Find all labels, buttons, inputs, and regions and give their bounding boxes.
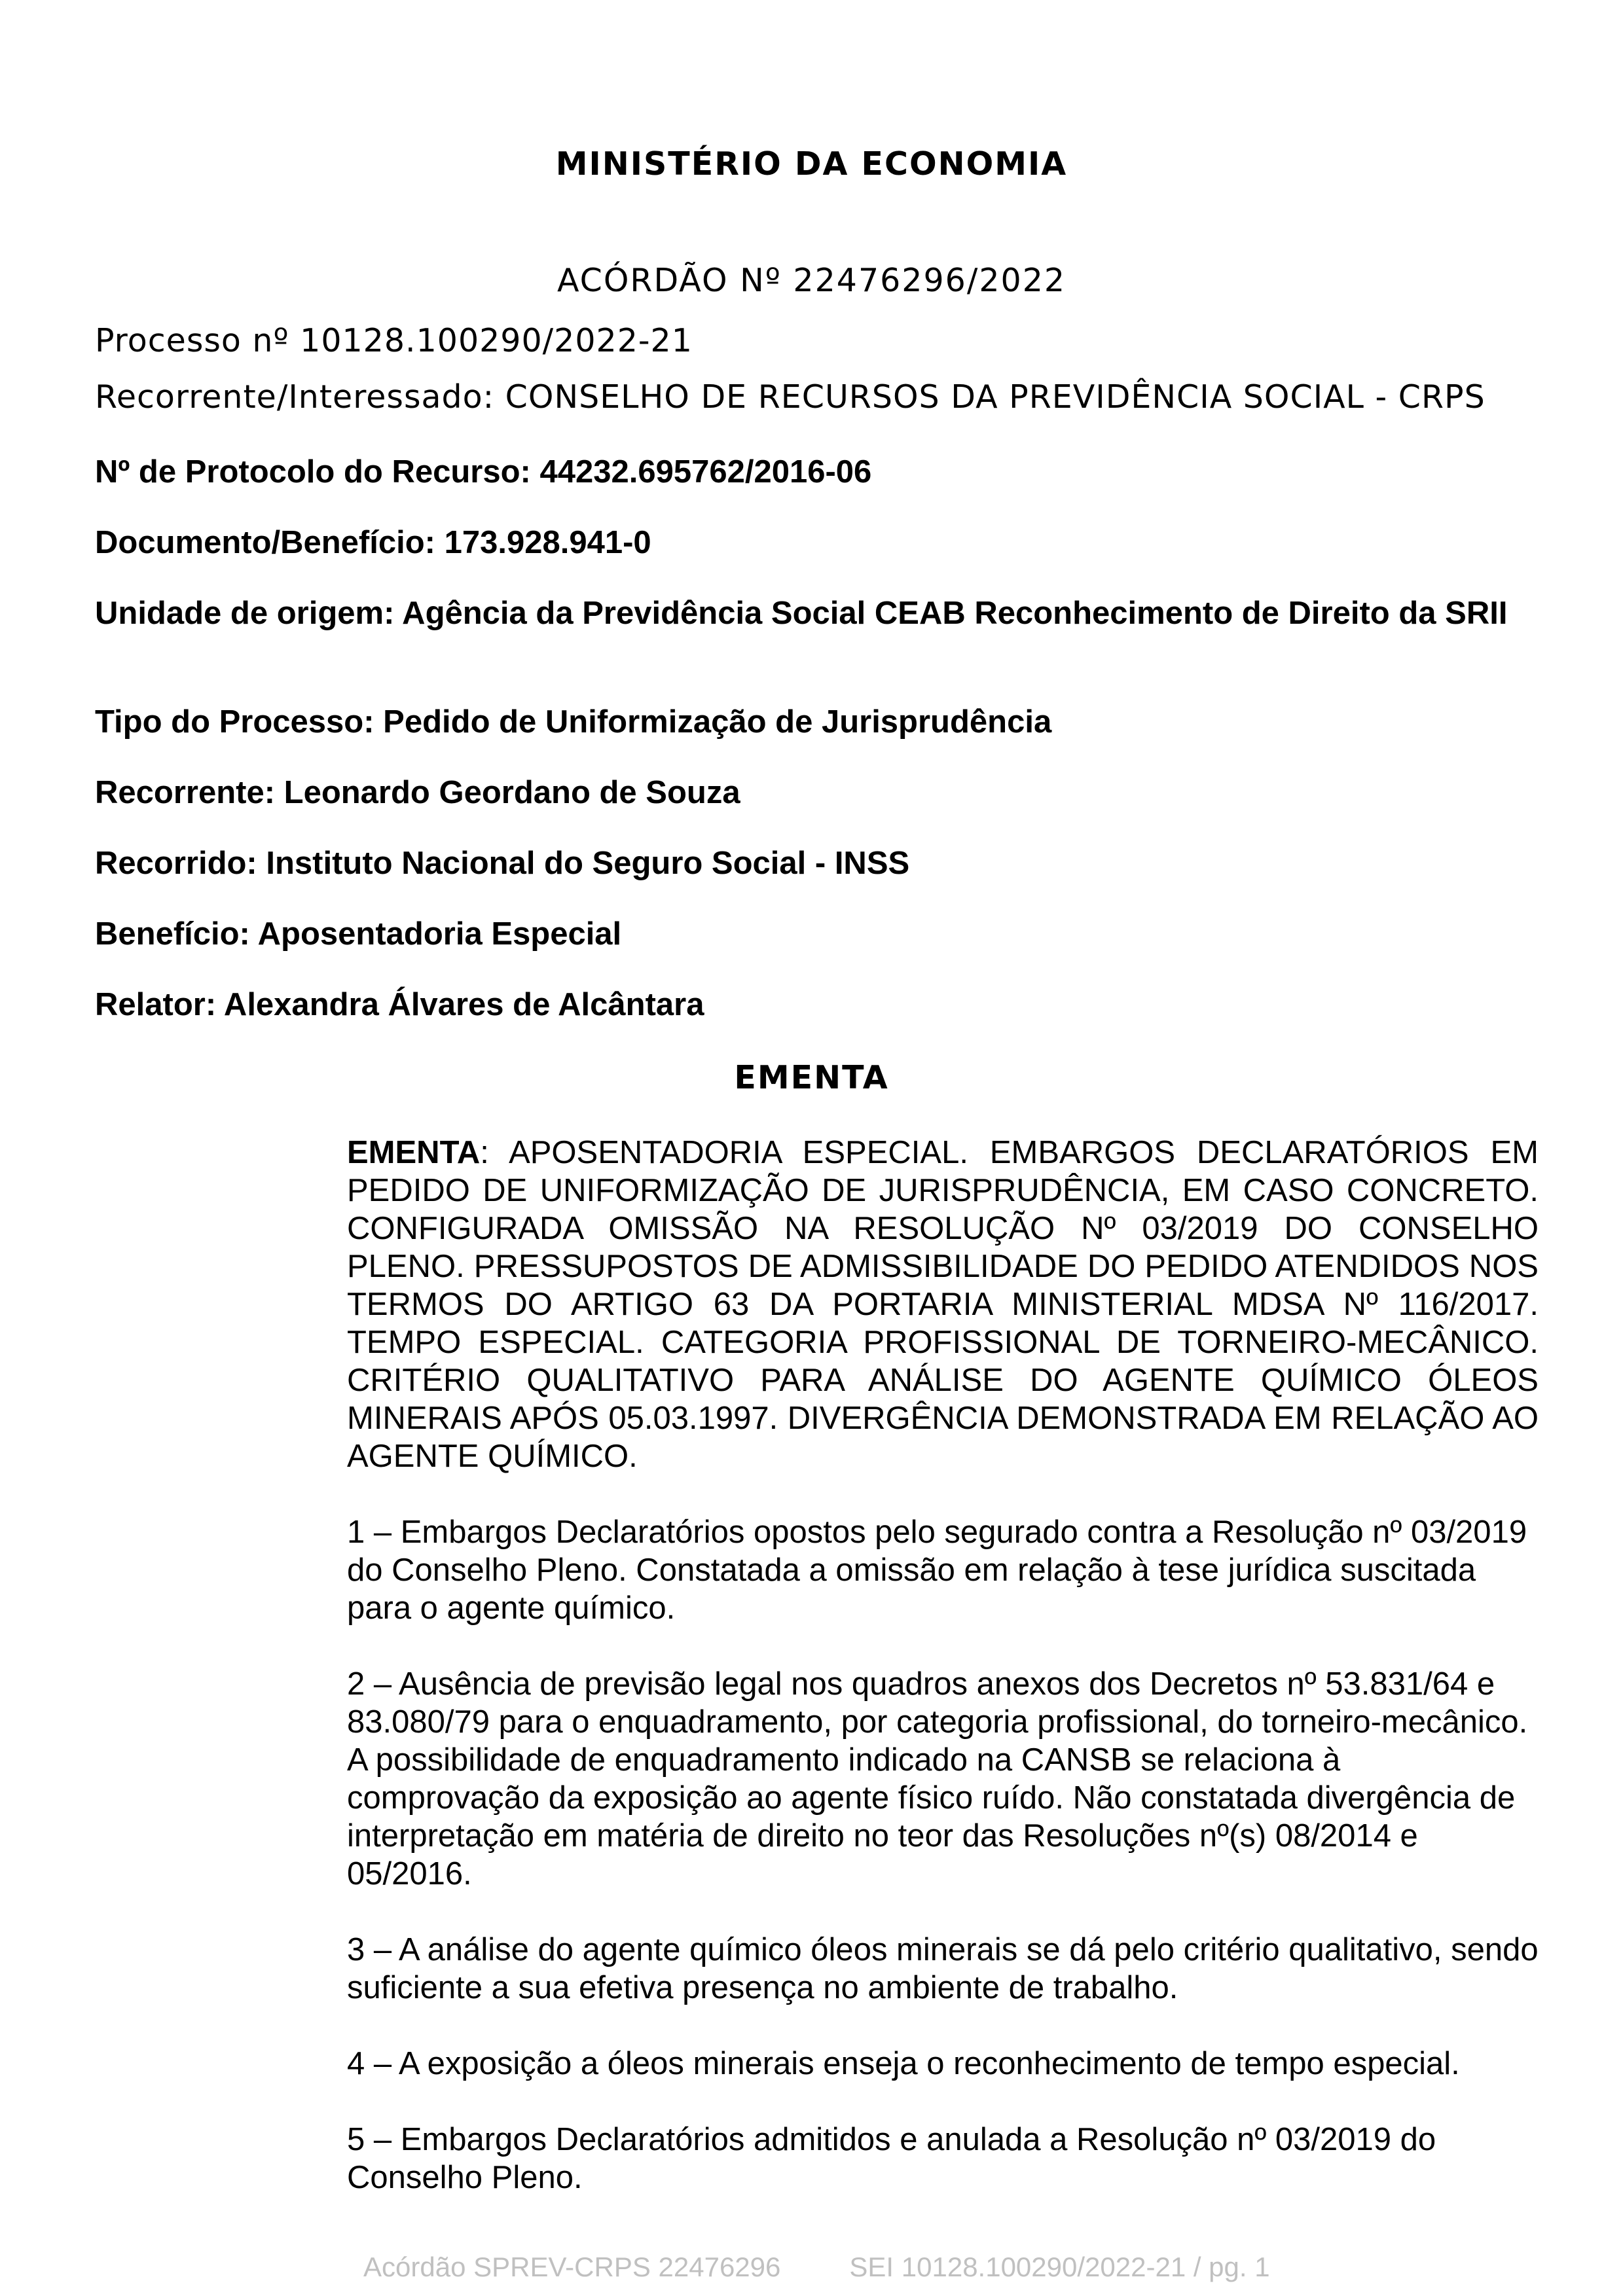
recorrido-field: Recorrido: Instituto Nacional do Seguro Social - INSS [95, 846, 910, 881]
ementa-body [347, 1134, 1539, 2234]
relator-field: Relator: Alexandra Álvares de Alcântara [95, 987, 704, 1022]
ementa-item: 1 – Embargos Declaratórios opostos pelo segurado contra a Resolução nº 03/2019 do Conselho Pleno. Constatada a omissão em relação à tese jurídica suscitada para o agente químico. [347, 1515, 1527, 1626]
processo-number: Processo nº 10128.100290/2022-21 [95, 322, 693, 359]
protocolo-field: Nº de Protocolo do Recurso: 44232.695762/2016-06 [95, 454, 872, 490]
tipo-processo-field: Tipo do Processo: Pedido de Uniformização de Jurisprudência [95, 704, 1052, 740]
documento-field: Documento/Benefício: 173.928.941-0 [95, 525, 651, 560]
ementa-lead-text: : APOSENTADORIA ESPECIAL. EMBARGOS DECLARATÓRIOS EM PEDIDO DE UNIFORMIZAÇÃO DE JURISPRUDÊNCIA, EM CASO CONCRETO. CONFIGURADA OMISSÃO NA RESOLUÇÃO Nº 03/2019 DO CONSELHO PLENO. PRESSUPOSTOS DE ADMISSIBILIDADE DO PEDIDO ATENDIDOS NOS TERMOS DO ARTIGO 63 DA PORTARIA MINISTERIAL MDSA Nº 116/2017. TEMPO ESPECIAL. CATEGORIA PROFISSIONAL DE TORNEIRO-MECÂNICO. CRITÉRIO QUALITATIVO PARA ANÁLISE DO AGENTE QUÍMICO ÓLEOS MINERAIS APÓS 05.03.1997. DIVERGÊNCIA DEMONSTRADA EM RELAÇÃO AO AGENTE QUÍMICO. [347, 1135, 1539, 1474]
beneficio-field: Benefício: Aposentadoria Especial [95, 916, 622, 952]
ementa-item: 2 – Ausência de previsão legal nos quadros anexos dos Decretos nº 53.831/64 e 83.080/79 para o enquadramento, por categoria profissional, do torneiro-mecânico. A possibilidade de enquadramento indicado na CANSB se relaciona à comprovação da exposição ao agente físico ruído. Não constatada divergência de interpretação em matéria de direito no teor das Resoluções nº(s) 08/2014 e 05/2016. [347, 1666, 1528, 1892]
unidade-field: Unidade de origem: Agência da Previdência Social CEAB Reconhecimento de Direito da SRII [95, 596, 1508, 631]
ministry-heading: MINISTÉRIO DA ECONOMIA [555, 145, 1068, 183]
ementa-lead-label: EMENTA [347, 1135, 481, 1170]
ementa-item: 3 – A análise do agente químico óleos minerais se dá pelo critério qualitativo, sendo suficiente a sua efetiva presença no ambiente de trabalho. [347, 1932, 1539, 2005]
acordao-number: ACÓRDÃO Nº 22476296/2022 [556, 262, 1067, 299]
page-footer [363, 2251, 1280, 2283]
recorrente-field: Recorrente: Leonardo Geordano de Souza [95, 775, 740, 810]
ementa-item: 5 – Embargos Declaratórios admitidos e anulada a Resolução nº 03/2019 do Conselho Pleno. [347, 2122, 1436, 2195]
ementa-item: 4 – A exposição a óleos minerais enseja o reconhecimento de tempo especial. [347, 2046, 1460, 2081]
recorrente-interessado: Recorrente/Interessado: CONSELHO DE RECURSOS DA PREVIDÊNCIA SOCIAL - CRPS [95, 378, 1486, 416]
ementa-heading: EMENTA [734, 1059, 889, 1096]
ementa-lead-paragraph [347, 1134, 1539, 1475]
footer-sei-ref: SEI 10128.100290/2022-21 / pg. 1 [849, 2251, 1270, 2282]
footer-acordao-ref: Acórdão SPREV-CRPS 22476296 [363, 2251, 781, 2282]
